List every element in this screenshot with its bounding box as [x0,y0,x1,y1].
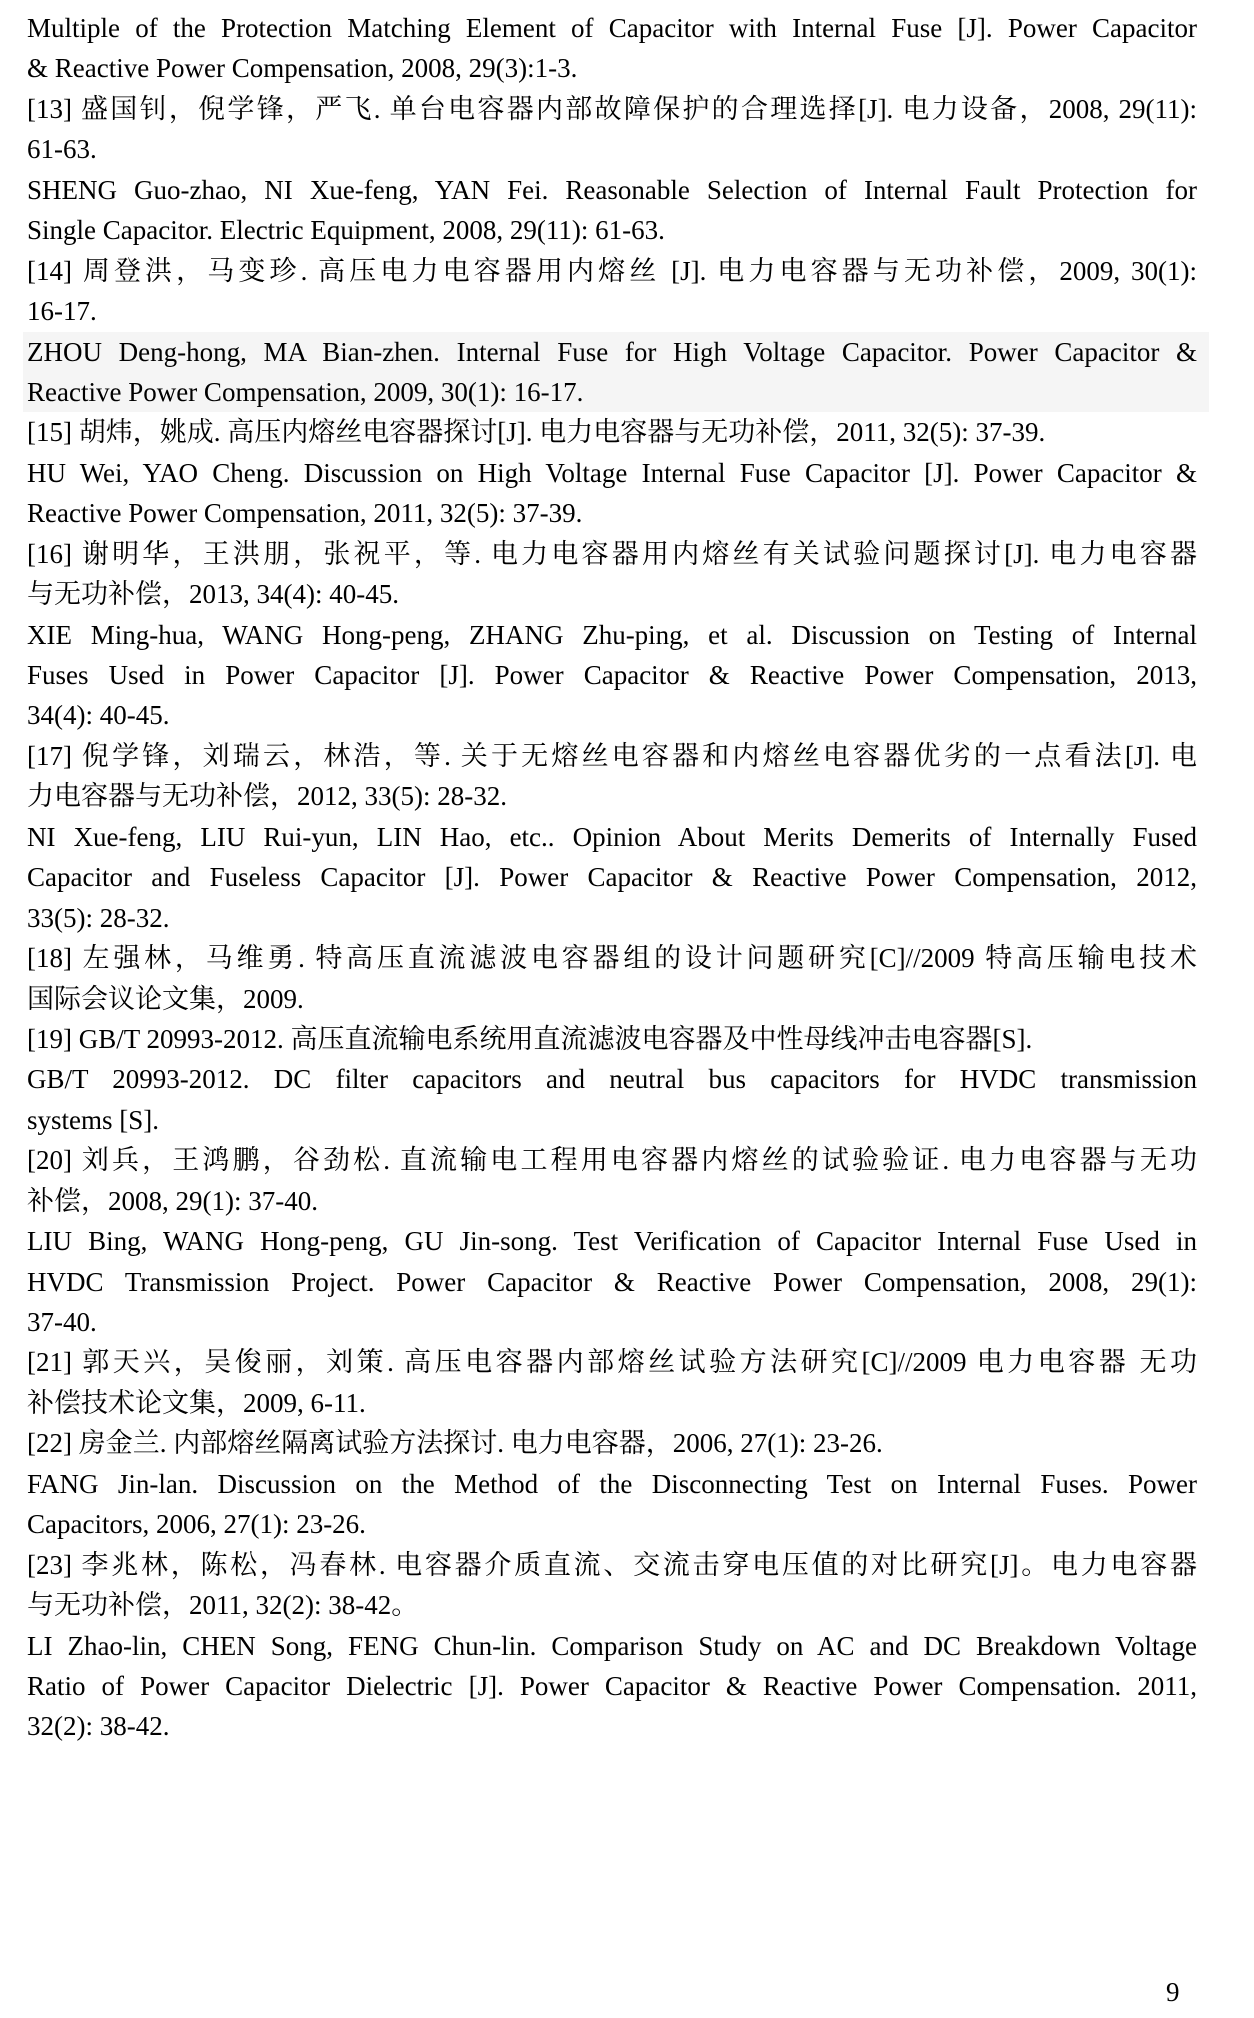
reference-line: 补偿技术论文集，2009, 6-11. [27,1387,366,1418]
reference-line: systems [S]. [27,1104,160,1135]
reference-line: 61-63. [27,134,97,165]
reference-line: FANG Jin-lan. Discussion on the Method of the Disconnecting Test on Internal Fuses. Power [27,1468,1197,1499]
reference-line: SHENG Guo-zhao, NI Xue-feng, YAN Fei. Reasonable Selection of Internal Fault Protection for [27,174,1197,205]
reference-line: [16] 谢明华，王洪朋，张祝平，等. 电力电容器用内熔丝有关试验问题探讨[J]. 电力电容器 [27,538,1197,569]
reference-line: Reactive Power Compensation, 2009, 30(1): 16-17. [23,372,1209,412]
reference-line: 37-40. [27,1307,97,1337]
reference-line: & Reactive Power Compensation, 2008, 29(3):1-3. [27,53,578,84]
reference-line: 力电容器与无功补偿，2012, 33(5): 28-32. [27,781,507,812]
reference-line: NI Xue-feng, LIU Rui-yun, LIN Hao, etc.. Opinion About Merits Demerits of Internally Fused [27,821,1197,852]
reference-line: Multiple of the Protection Matching Element of Capacitor with Internal Fuse [J]. Power Capacitor [27,13,1197,43]
reference-line: LI Zhao-lin, CHEN Song, FENG Chun-lin. Comparison Study on AC and DC Breakdown Voltage [27,1630,1197,1661]
reference-lines [27,8,1197,1747]
reference-line: [15] 胡炜，姚成. 高压内熔丝电容器探讨[J]. 电力电容器与无功补偿，2011, 32(5): 37-39. [27,417,1046,448]
reference-line: [13] 盛国钊，倪学锋，严飞. 单台电容器内部故障保护的合理选择[J]. 电力设备，2008, 29(11): [27,93,1197,124]
reference-line: Single Capacitor. Electric Equipment, 2008, 29(11): 61-63. [27,215,665,246]
reference-line: [18] 左强林，马维勇. 特高压直流滤波电容器组的设计问题研究[C]//2009 特高压输电技术 [27,943,1197,974]
reference-line: XIE Ming-hua, WANG Hong-peng, ZHANG Zhu-ping, et al. Discussion on Testing of Internal [27,619,1197,650]
reference-line: HU Wei, YAO Cheng. Discussion on High Voltage Internal Fuse Capacitor [J]. Power Capacitor & [27,457,1197,488]
reference-line: Ratio of Power Capacitor Dielectric [J]. Power Capacitor & Reactive Power Compensation. 2011, [27,1670,1197,1701]
reference-line: [19] GB/T 20993-2012. 高压直流输电系统用直流滤波电容器及中性母线冲击电容器[S]. [27,1023,1033,1054]
page-number: 9 [1166,1977,1180,2007]
reference-line: [23] 李兆林，陈松，冯春林. 电容器介质直流、交流击穿电压值的对比研究[J]。电力电容器 [27,1549,1197,1580]
reference-line: Capacitor and Fuseless Capacitor [J]. Power Capacitor & Reactive Power Compensation, 2012, [27,862,1197,893]
reference-line: Fuses Used in Power Capacitor [J]. Power Capacitor & Reactive Power Compensation, 2013, [27,660,1197,690]
reference-line: Capacitors, 2006, 27(1): 23-26. [27,1509,366,1540]
reference-line: Reactive Power Compensation, 2011, 32(5): 37-39. [27,498,583,529]
reference-line: 33(5): 28-32. [27,902,170,933]
reference-line: 34(4): 40-45. [27,700,170,731]
reference-line: [20] 刘兵，王鸿鹏，谷劲松. 直流输电工程用电容器内熔丝的试验验证. 电力电容器与无功 [27,1145,1197,1176]
reference-line: HVDC Transmission Project. Power Capacitor & Reactive Power Compensation, 2008, 29(1): [27,1266,1197,1297]
reference-line: 16-17. [27,296,97,327]
reference-line: [22] 房金兰. 内部熔丝隔离试验方法探讨. 电力电容器，2006, 27(1): 23-26. [27,1428,883,1459]
reference-line: [14] 周登洪，马变珍. 高压电力电容器用内熔丝 [J]. 电力电容器与无功补偿，2009, 30(1): [27,255,1197,286]
reference-line: GB/T 20993-2012. DC filter capacitors and neutral bus capacitors for HVDC transmission [27,1064,1197,1095]
reference-line: 与无功补偿，2011, 32(2): 38-42。 [27,1590,419,1621]
reference-line: 32(2): 38-42. [27,1711,170,1742]
reference-line: [21] 郭天兴，吴俊丽，刘策. 高压电容器内部熔丝试验方法研究[C]//2009 电力电容器 无功 [27,1347,1197,1378]
reference-line: ZHOU Deng-hong, MA Bian-zhen. Internal Fuse for High Voltage Capacitor. Power Capacitor & [23,332,1209,372]
reference-line: LIU Bing, WANG Hong-peng, GU Jin-song. Test Verification of Capacitor Internal Fuse Used in [27,1226,1197,1257]
reference-line: 国际会议论文集，2009. [27,983,304,1014]
reference-line: [17] 倪学锋，刘瑞云，林浩，等. 关于无熔丝电容器和内熔丝电容器优劣的一点看法[J]. 电 [27,740,1197,771]
reference-line: 与无功补偿，2013, 34(4): 40-45. [27,579,399,610]
reference-line: 补偿，2008, 29(1): 37-40. [27,1185,318,1216]
